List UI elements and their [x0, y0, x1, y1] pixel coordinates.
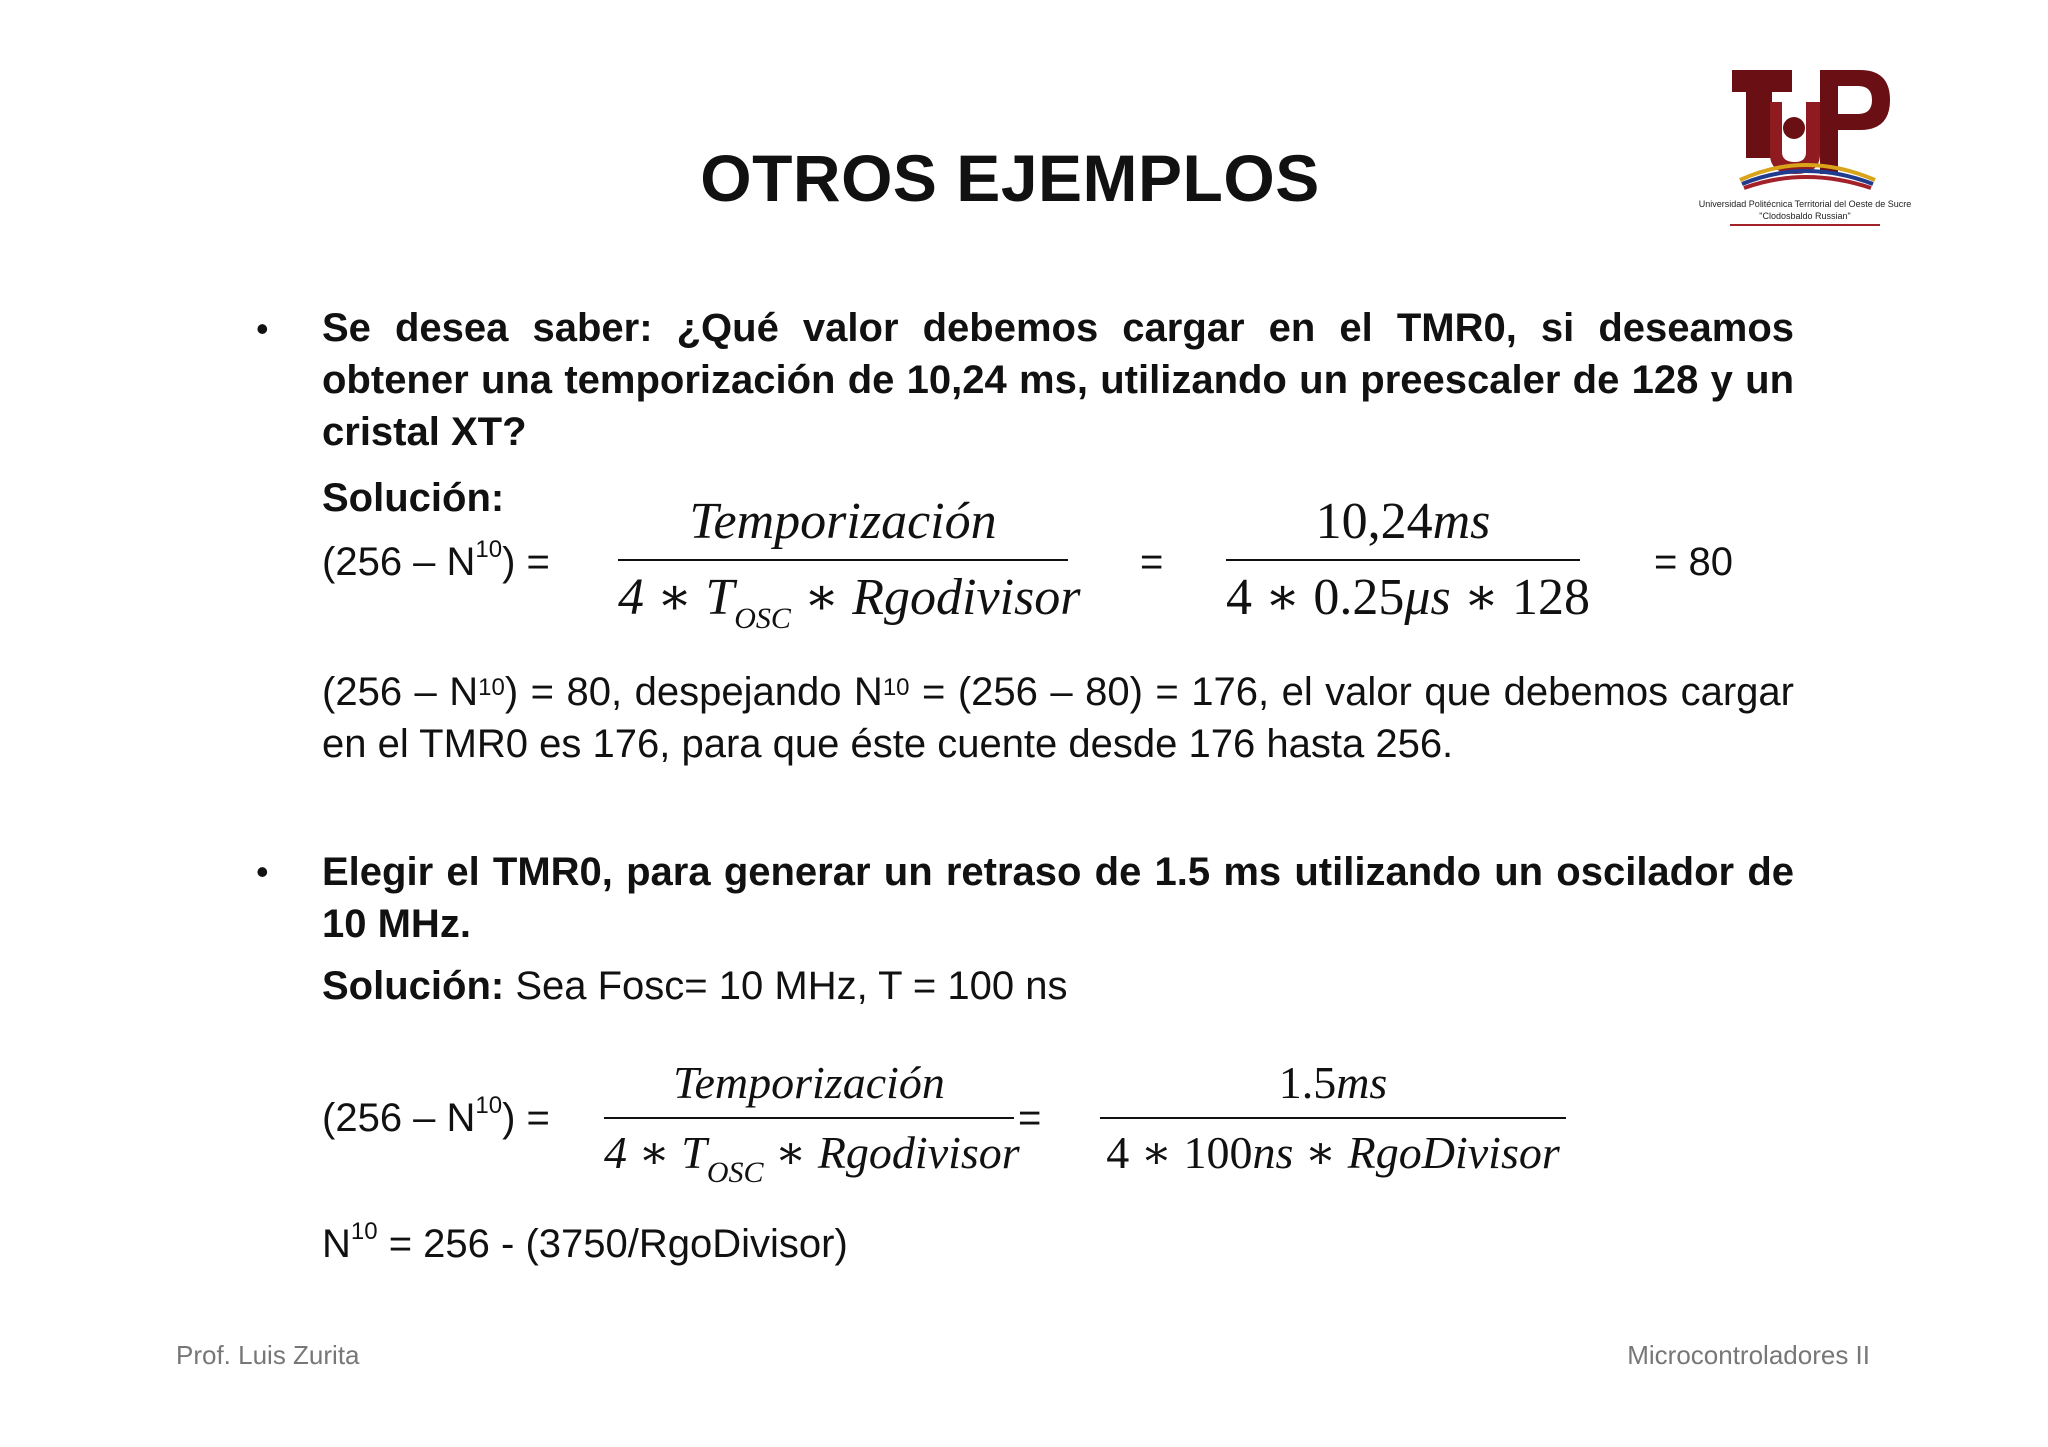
slide-title: OTROS EJEMPLOS [700, 141, 1320, 215]
example2-fraction-values [1100, 1056, 1566, 1179]
example1-result: = 80 [1654, 540, 1733, 584]
fraction-denominator: 4 ∗ 100ns ∗ RgoDivisor [1106, 1127, 1560, 1178]
example1-equals: = [1140, 540, 1164, 584]
bullet-icon: • [256, 308, 269, 349]
fraction-denominator: 4 ∗ 0.25μs ∗ 128 [1226, 569, 1591, 626]
bullet-icon: • [256, 851, 269, 892]
example1-fraction-formula [618, 492, 1081, 635]
example2-equals: = [1018, 1096, 1042, 1140]
example2-fraction-formula [604, 1056, 1020, 1189]
fraction-numerator: Temporización [689, 493, 997, 550]
example1-equation-lhs: $(256 - N^{10})$ = [322, 536, 550, 584]
fraction-denominator: 4 ∗ $T_{OSC}$ ∗ Rgodivisor [618, 569, 1081, 635]
example1-explanation: $(256 - N^{10}) = 80$, despejando $N^{10} = (256 - 80) = 176$, el valor que debemos cargar en el TMR0 es 176, para que éste cuente desde 176 hasta 256. [322, 670, 1794, 766]
fraction-denominator: 4 ∗ $T_{OSC}$ ∗ Rgodivisor [604, 1127, 1020, 1189]
logo-caption-line1: Universidad Politécnica Territorial del Oeste de Sucre [1698, 199, 1912, 209]
footer-author: Prof. Luis Zurita [176, 1340, 360, 1370]
example1-solution-label: Solución: [322, 476, 505, 520]
footer-course: Microcontroladores II [1627, 1340, 1870, 1370]
example2-equation-lhs: $(256 - N^{10})$ = [322, 1092, 550, 1140]
fraction-numerator: Temporización [673, 1057, 945, 1108]
fraction-numerator: 10,24ms [1315, 493, 1491, 550]
example2-final-formula: $N^{10} = 256$ - (3750/RgoDivisor) [322, 1218, 848, 1266]
example2-solution: Solución: Sea Fosc= 10 MHz, T = 100 ns [322, 964, 1068, 1008]
example1-fraction-values [1226, 492, 1591, 627]
logo-caption-line2: "Clodosbaldo Russian" [1759, 211, 1851, 221]
example1-question: Se desea saber: ¿Qué valor debemos cargar en el TMR0, si deseamos obtener una temporización de 10,24 ms, utilizando un preescaler de 128 y un cristal XT? [322, 306, 1794, 454]
example2-question: Elegir el TMR0, para generar un retraso de 1.5 ms utilizando un oscilador de 10 MHz. [322, 850, 1794, 946]
fraction-numerator: 1.5ms [1278, 1057, 1388, 1108]
university-logo [1698, 62, 1912, 232]
